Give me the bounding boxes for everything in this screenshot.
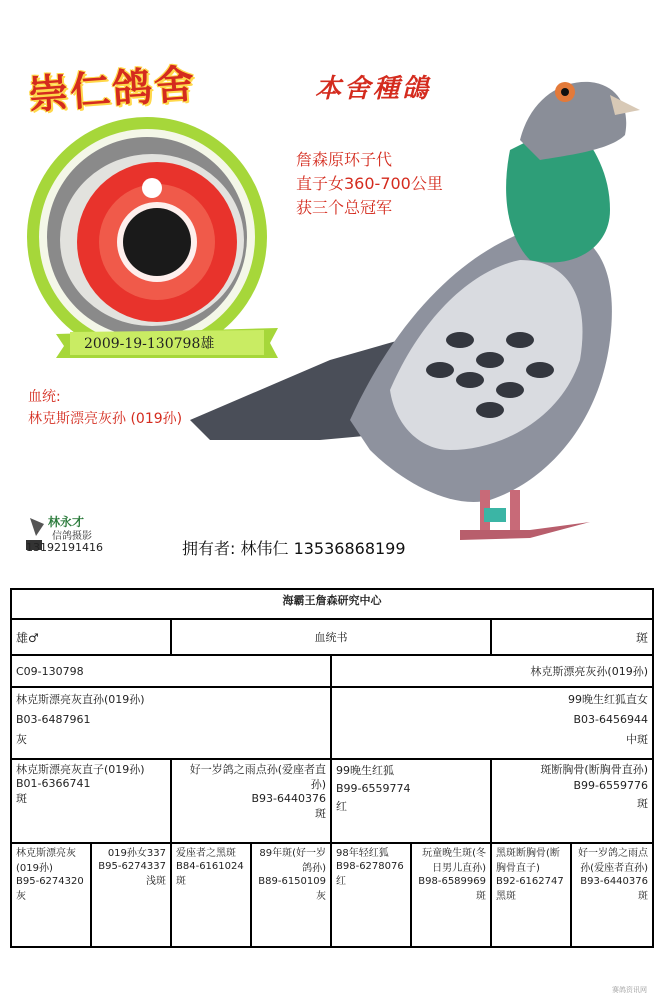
great-grandparent-cell bbox=[571, 843, 653, 947]
gp-name: 99晚生红狐 bbox=[336, 764, 394, 777]
dam-name: 99晚生红狐直女 bbox=[568, 693, 648, 706]
grandparent-cell bbox=[491, 759, 653, 843]
ggp-ring: B93-6440376 bbox=[580, 876, 648, 887]
dam-color: 中斑 bbox=[626, 733, 648, 746]
ggp-ring: B98-6278076 bbox=[336, 861, 404, 872]
subject-ring: C09-130798 bbox=[11, 655, 331, 687]
pedigree-table bbox=[10, 588, 654, 948]
gp-color: 红 bbox=[336, 800, 347, 813]
gp-name: 好一岁鸽之雨点孙(爱座者直孙) bbox=[189, 763, 326, 791]
ggp-ring: B92-6162747 bbox=[496, 876, 564, 887]
owner-line: 拥有者: 林伟仁 13536868199 bbox=[182, 539, 406, 558]
sire-color: 灰 bbox=[16, 733, 27, 746]
ggp-name: 黑斑断胸骨(断胸骨直子) bbox=[496, 848, 560, 874]
stock-label: 本舍種鴿 bbox=[315, 74, 432, 104]
ggp-name: 019孙女337 bbox=[107, 848, 166, 859]
ggp-color: 黑斑 bbox=[496, 891, 516, 902]
great-grandparent-cell bbox=[91, 843, 171, 947]
certificate-title: 血统书 bbox=[171, 619, 491, 655]
bloodline-value: 林克斯漂亮灰孙 (019孙) bbox=[28, 411, 183, 427]
sire-ring: B03-6487961 bbox=[16, 713, 91, 726]
research-center-name: 海霸王詹森研究中心 bbox=[11, 589, 653, 619]
ggp-color: 斑 bbox=[476, 891, 486, 902]
ggp-color: 红 bbox=[336, 876, 346, 887]
ggp-name: 好一岁鸽之雨点孙(爱座者直孙) bbox=[578, 848, 648, 874]
ggp-color: 斑 bbox=[638, 891, 648, 902]
ggp-color: 灰 bbox=[316, 891, 326, 902]
dam-cell bbox=[331, 687, 653, 759]
sire-cell bbox=[11, 687, 331, 759]
ggp-name: 98年轻红狐 bbox=[336, 848, 389, 859]
great-grandparent-cell bbox=[11, 843, 91, 947]
gp-ring: B99-6559774 bbox=[336, 782, 411, 795]
pigeon-photo bbox=[170, 60, 650, 560]
gp-color: 斑 bbox=[315, 807, 326, 820]
great-grandparent-cell bbox=[491, 843, 571, 947]
sire-name: 林克斯漂亮灰直孙(019孙) bbox=[16, 693, 145, 706]
achievement-line: 获三个总冠军 bbox=[296, 198, 393, 217]
gp-name: 斑断胸骨(断胸骨直孙) bbox=[540, 763, 648, 776]
photographer-phone: 13192191416 bbox=[26, 541, 103, 554]
great-grandparent-cell bbox=[411, 843, 491, 947]
ring-number: 2009-19-130798雄 bbox=[84, 336, 215, 352]
great-grandparent-cell bbox=[251, 843, 331, 947]
gp-name: 林克斯漂亮灰直子(019孙) bbox=[16, 763, 145, 776]
gp-color: 斑 bbox=[16, 792, 27, 805]
ggp-color: 斑 bbox=[176, 876, 186, 887]
gp-ring: B01-6366741 bbox=[16, 777, 91, 790]
color-label: 斑 bbox=[491, 619, 653, 655]
achievement-line: 直子女360-700公里 bbox=[296, 174, 443, 193]
achievement-line: 詹森原环子代 bbox=[296, 150, 393, 169]
grandparent-cell bbox=[331, 759, 491, 843]
ggp-color: 浅斑 bbox=[146, 876, 166, 887]
ggp-ring: B84-6161024 bbox=[176, 861, 244, 872]
ggp-ring: B98-6589969 bbox=[418, 876, 486, 887]
bloodline-label: 血统: bbox=[28, 389, 61, 405]
great-grandparent-cell bbox=[171, 843, 251, 947]
grandparent-cell bbox=[11, 759, 171, 843]
ggp-name: 爱座者之黑斑 bbox=[176, 848, 236, 859]
ggp-ring: B89-6150109 bbox=[258, 876, 326, 887]
great-grandparent-cell bbox=[331, 843, 411, 947]
ggp-name: 林克斯漂亮灰(019孙) bbox=[16, 848, 76, 874]
watermark: 赛鸽资讯网 bbox=[612, 986, 647, 994]
ggp-color: 灰 bbox=[16, 891, 26, 902]
ggp-ring: B95-6274320 bbox=[16, 876, 84, 887]
gp-ring: B93-6440376 bbox=[251, 792, 326, 805]
loft-title: 崇仁鸽舍 bbox=[26, 60, 198, 119]
photographer-subtitle: 信鸽摄影 bbox=[52, 531, 92, 542]
gp-color: 斑 bbox=[637, 797, 648, 810]
photographer-name: 林永才 bbox=[48, 515, 85, 529]
ggp-name: 玩童晚生斑(冬日男儿直孙) bbox=[422, 848, 486, 874]
ggp-ring: B95-6274337 bbox=[98, 861, 166, 872]
gp-ring: B99-6559776 bbox=[573, 779, 648, 792]
ggp-name: 89年斑(好一岁鸽孙) bbox=[259, 848, 326, 874]
grandparent-cell bbox=[171, 759, 331, 843]
subject-strain: 林克斯漂亮灰孙(019孙) bbox=[331, 655, 653, 687]
dam-ring: B03-6456944 bbox=[573, 713, 648, 726]
sex-label: 雄♂ bbox=[11, 619, 171, 655]
